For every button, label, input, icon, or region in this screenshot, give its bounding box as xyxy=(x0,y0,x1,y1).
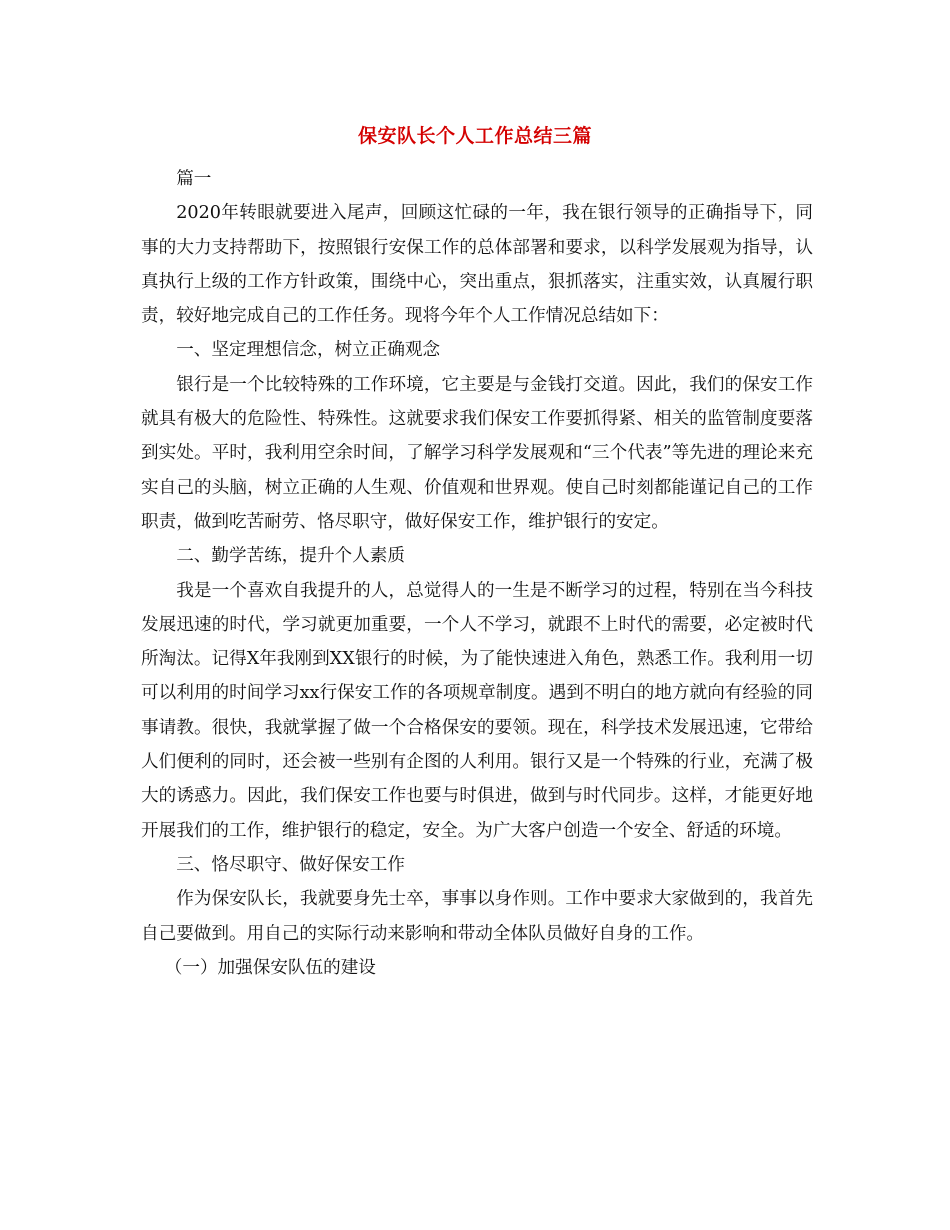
section-heading-3: 三、恪尽职守、做好保安工作 xyxy=(176,854,405,875)
paragraph-section-1: 银行是一个比较特殊的工作环境，它主要是与金钱打交道。因此，我们的保安工作就具有极大的危险性、特殊性。这就要求我们保安工作要抓得紧、相关的监管制度要落到实处。平时，我利用空余时间，了解学习科学发展观和“三个代表”等先进的理论来充实自己的头脑，树立正确的人生观、价值观和世界观。使自己时刻都能谨记自己的工作职责，做到吃苦耐劳、恪尽职守，做好保安工作，维护银行的安定。 xyxy=(141,374,813,532)
section-heading-1: 一、坚定理想信念，树立正确观念 xyxy=(176,340,441,361)
section-heading-2: 二、勤学苦练，提升个人素质 xyxy=(176,546,405,567)
document-title: 保安队长个人工作总结三篇 xyxy=(357,125,592,147)
paragraph-intro: 2020年转眼就要进入尾声，回顾这忙碌的一年，我在银行领导的正确指导下，同事的大力支持帮助下，按照银行安保工作的总体部署和要求，以科学发展观为指导，认真执行上级的工作方针政策，围绕中心，突出重点，狠抓落实，注重实效，认真履行职责，较好地完成自己的工作任务。现将今年个人工作情况总结如下： xyxy=(141,203,813,327)
subsection-heading-3-1: （一）加强保安队伍的建设 xyxy=(164,957,376,978)
paragraph-section-3: 作为保安队长，我就要身先士卒，事事以身作则。工作中要求大家做到的，我首先自己要做到。用自己的实际行动来影响和带动全体队员做好自身的工作。 xyxy=(141,889,813,944)
document-body xyxy=(141,162,813,985)
paragraph-section-2: 我是一个喜欢自我提升的人，总觉得人的一生是不断学习的过程，特别在当今科技发展迅速的时代，学习就更加重要，一个人不学习，就跟不上时代的需要，必定被时代所淘汰。记得X年我刚到XX银行的时候，为了能快速进入角色，熟悉工作。我利用一切可以利用的时间学习xx行保安工作的各项规章制度。遇到不明白的地方就向有经验的同事请教。很快，我就掌握了做一个合格保安的要领。现在，科学技术发展迅速，它带给人们便利的同时，还会被一些别有企图的人利用。银行又是一个特殊的行业，充满了极大的诱惑力。因此，我们保安工作也要与时俱进，做到与时代同步。这样，才能更好地开展我们的工作，维护银行的稳定，安全。为广大客户创造一个安全、舒适的环境。 xyxy=(141,580,813,841)
section-heading-part-one: 篇一 xyxy=(176,169,212,189)
